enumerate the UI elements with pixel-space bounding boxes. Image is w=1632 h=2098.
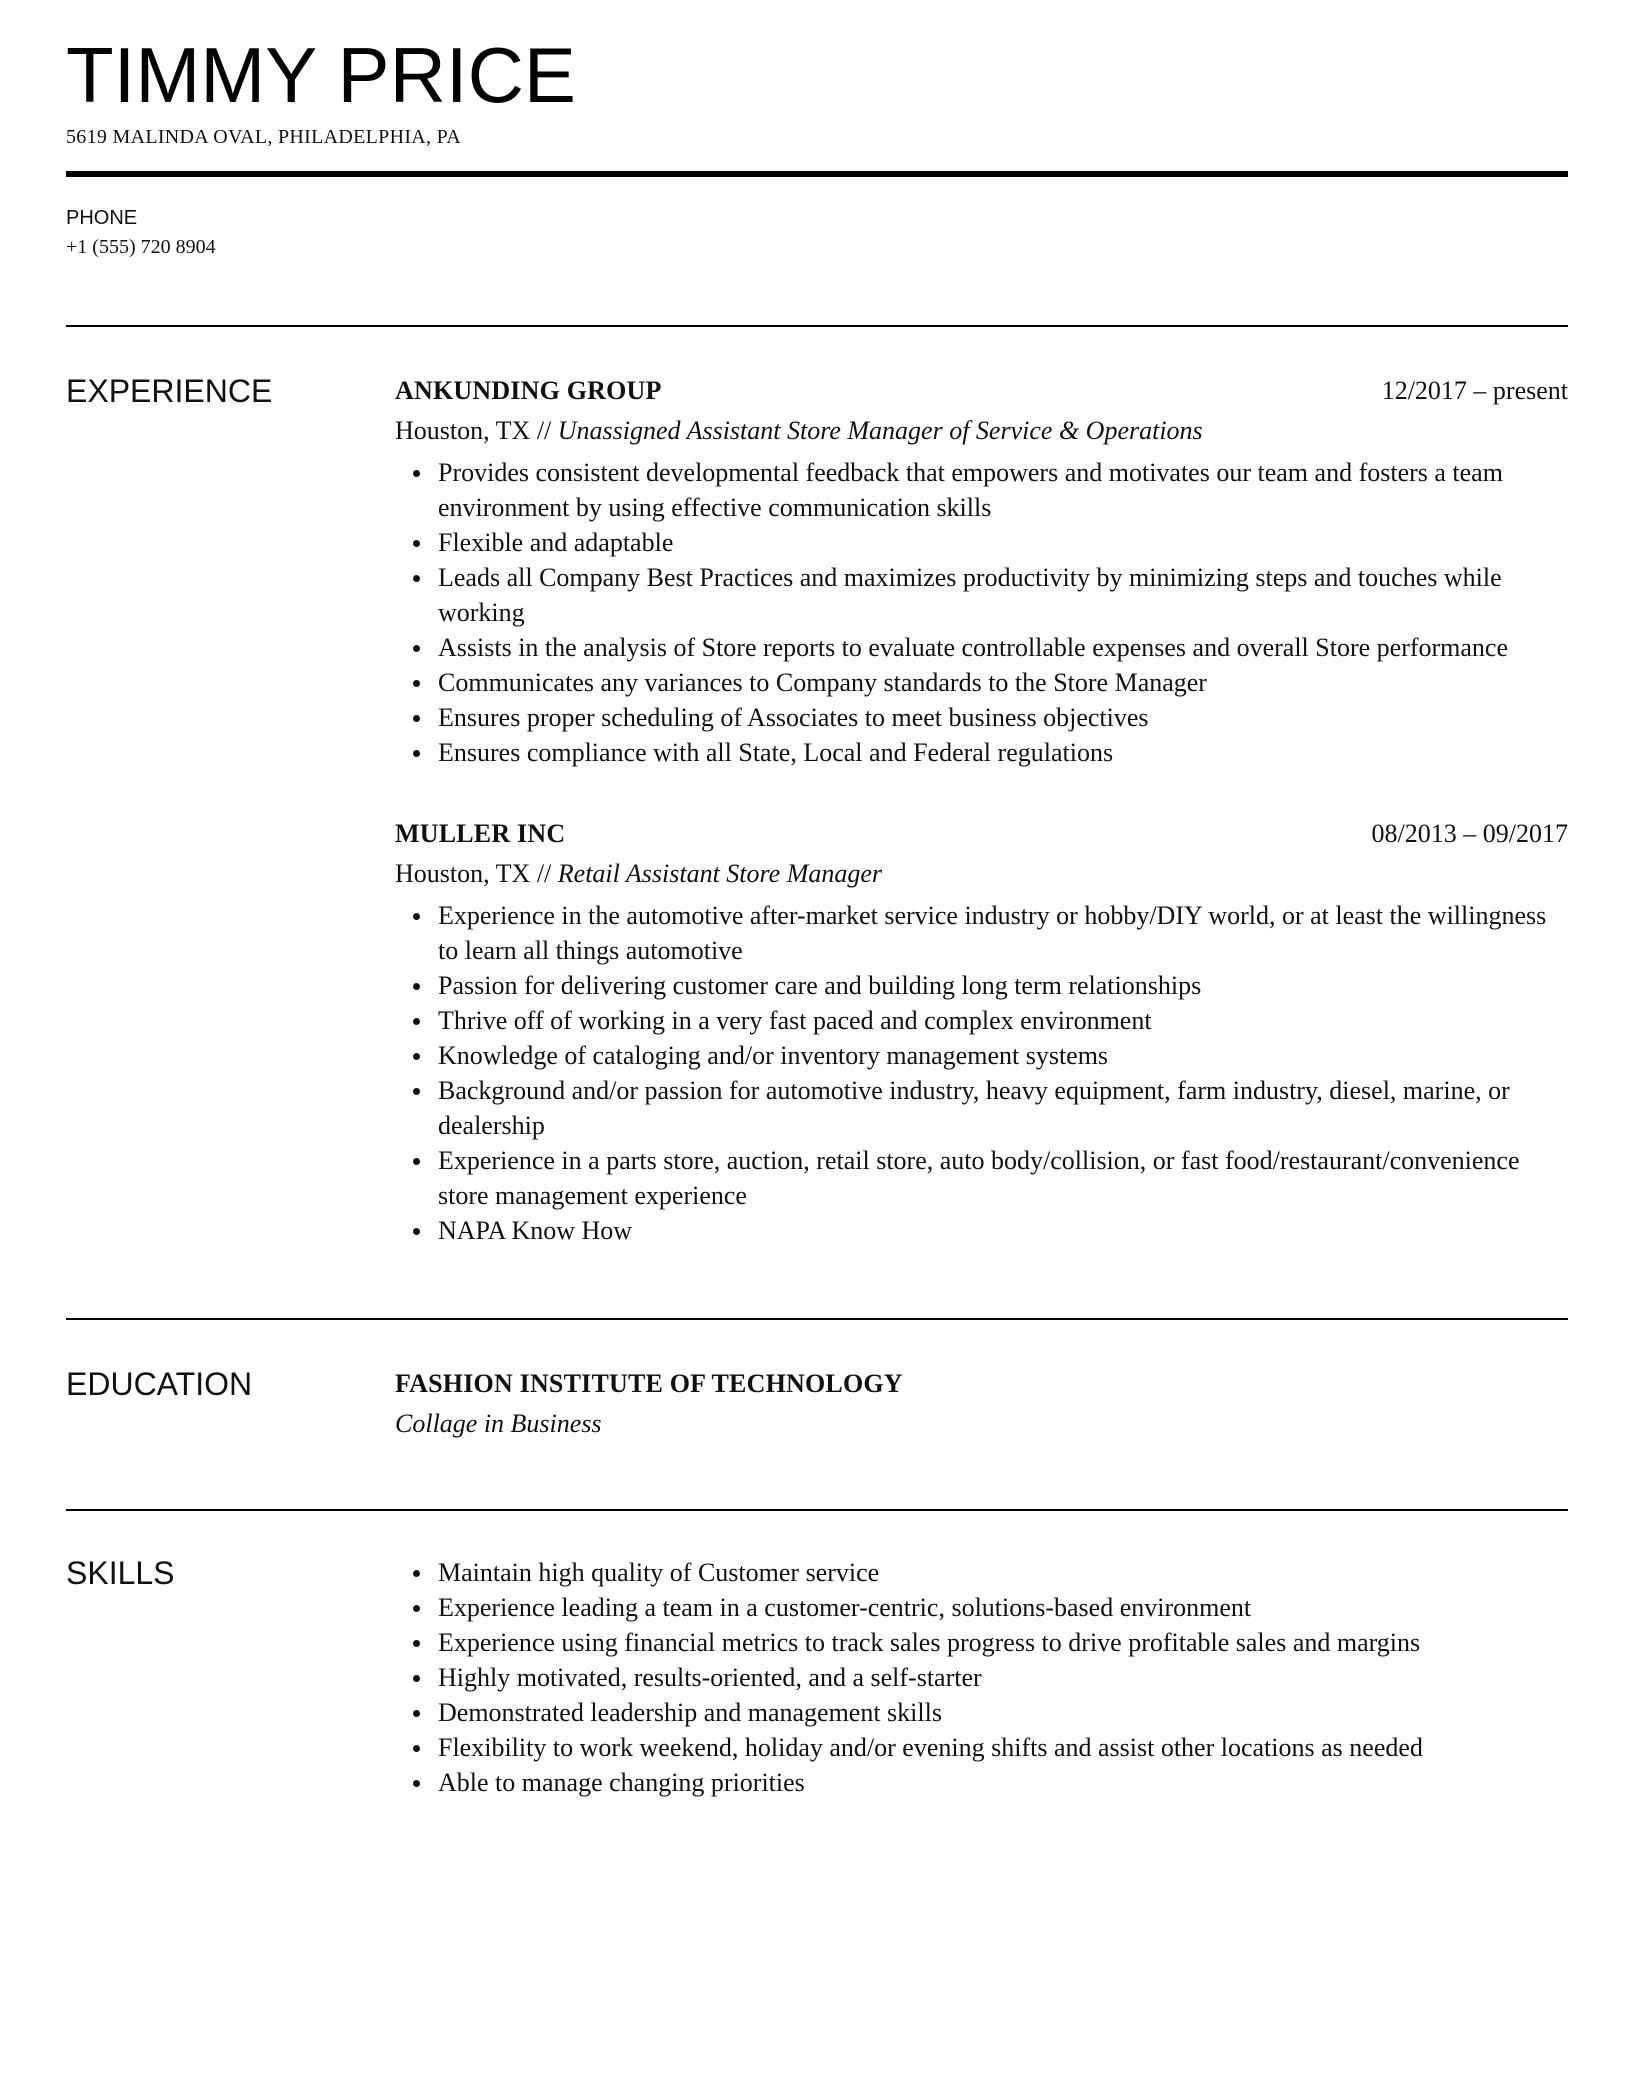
bullet-item: Experience in a parts store, auction, retail store, auto body/collision, or fast food/restaurant/convenience store management experience — [438, 1143, 1568, 1213]
company-name: ANKUNDING GROUP — [395, 376, 662, 405]
bullet-item: Flexible and adaptable — [438, 525, 1568, 560]
phone-number: +1 (555) 720 8904 — [66, 236, 216, 258]
skills-section — [66, 1555, 1568, 1800]
separator: // — [536, 859, 552, 888]
education-body — [395, 1364, 1568, 1444]
skill-item: Highly motivated, results-oriented, and a self-starter — [438, 1660, 1568, 1695]
skill-item: Maintain high quality of Customer service — [438, 1555, 1568, 1590]
job-dates: 12/2017 – present — [1381, 376, 1568, 405]
section-label-education: EDUCATION — [66, 1366, 253, 1402]
job-subtitle — [395, 411, 1568, 451]
bullet-item: Ensures compliance with all State, Local and Federal regulations — [438, 735, 1568, 770]
experience-section — [66, 371, 1568, 1248]
job-entry — [395, 814, 1568, 1248]
section-divider — [66, 1318, 1568, 1320]
job-entry — [395, 371, 1568, 770]
section-divider — [66, 325, 1568, 327]
job-bullets — [395, 898, 1568, 1248]
section-divider — [66, 1509, 1568, 1511]
job-location: Houston, TX — [395, 416, 531, 445]
bullet-item: Leads all Company Best Practices and maximizes productivity by minimizing steps and touches while working — [438, 560, 1568, 630]
experience-body — [395, 371, 1568, 1248]
bullet-item: Thrive off of working in a very fast paced and complex environment — [438, 1003, 1568, 1038]
skill-item: Demonstrated leadership and management skills — [438, 1695, 1568, 1730]
bullet-item: NAPA Know How — [438, 1213, 1568, 1248]
separator: // — [536, 416, 552, 445]
job-location: Houston, TX — [395, 859, 531, 888]
job-title: Unassigned Assistant Store Manager of Service & Operations — [557, 416, 1203, 445]
skill-item: Experience leading a team in a customer-centric, solutions-based environment — [438, 1590, 1568, 1625]
company-name: MULLER INC — [395, 819, 566, 848]
job-subtitle — [395, 854, 1568, 894]
section-label-skills: SKILLS — [66, 1555, 175, 1591]
address: 5619 MALINDA OVAL, PHILADELPHIA, PA — [66, 126, 461, 148]
phone-label: PHONE — [66, 207, 138, 229]
bullet-item: Passion for delivering customer care and building long term relationships — [438, 968, 1568, 1003]
bullet-item: Ensures proper scheduling of Associates to meet business objectives — [438, 700, 1568, 735]
bullet-item: Experience in the automotive after-market service industry or hobby/DIY world, or at least the willingness to learn all things automotive — [438, 898, 1568, 968]
job-header — [395, 814, 1568, 854]
candidate-name: TIMMY PRICE — [66, 31, 576, 119]
bullet-item: Assists in the analysis of Store reports to evaluate controllable expenses and overall Store performance — [438, 630, 1568, 665]
job-header — [395, 371, 1568, 411]
degree: Collage in Business — [395, 1409, 602, 1438]
resume-page — [66, 0, 1568, 1800]
section-label-experience: EXPERIENCE — [66, 373, 273, 409]
skill-item: Able to manage changing priorities — [438, 1765, 1568, 1800]
bullet-item: Communicates any variances to Company standards to the Store Manager — [438, 665, 1568, 700]
header-divider — [66, 171, 1568, 177]
school-name: FASHION INSTITUTE OF TECHNOLOGY — [395, 1369, 903, 1398]
bullet-item: Provides consistent developmental feedback that empowers and motivates our team and fosters a team environment by using effective communication skills — [438, 455, 1568, 525]
skill-item: Flexibility to work weekend, holiday and/or evening shifts and assist other locations as needed — [438, 1730, 1568, 1765]
education-section — [66, 1364, 1568, 1444]
bullet-item: Background and/or passion for automotive industry, heavy equipment, farm industry, diesel, marine, or dealership — [438, 1073, 1568, 1143]
skills-body — [395, 1555, 1568, 1800]
job-title: Retail Assistant Store Manager — [557, 859, 883, 888]
skills-list — [395, 1555, 1568, 1800]
job-bullets — [395, 455, 1568, 770]
skill-item: Experience using financial metrics to track sales progress to drive profitable sales and margins — [438, 1625, 1568, 1660]
bullet-item: Knowledge of cataloging and/or inventory management systems — [438, 1038, 1568, 1073]
job-dates: 08/2013 – 09/2017 — [1371, 819, 1568, 848]
